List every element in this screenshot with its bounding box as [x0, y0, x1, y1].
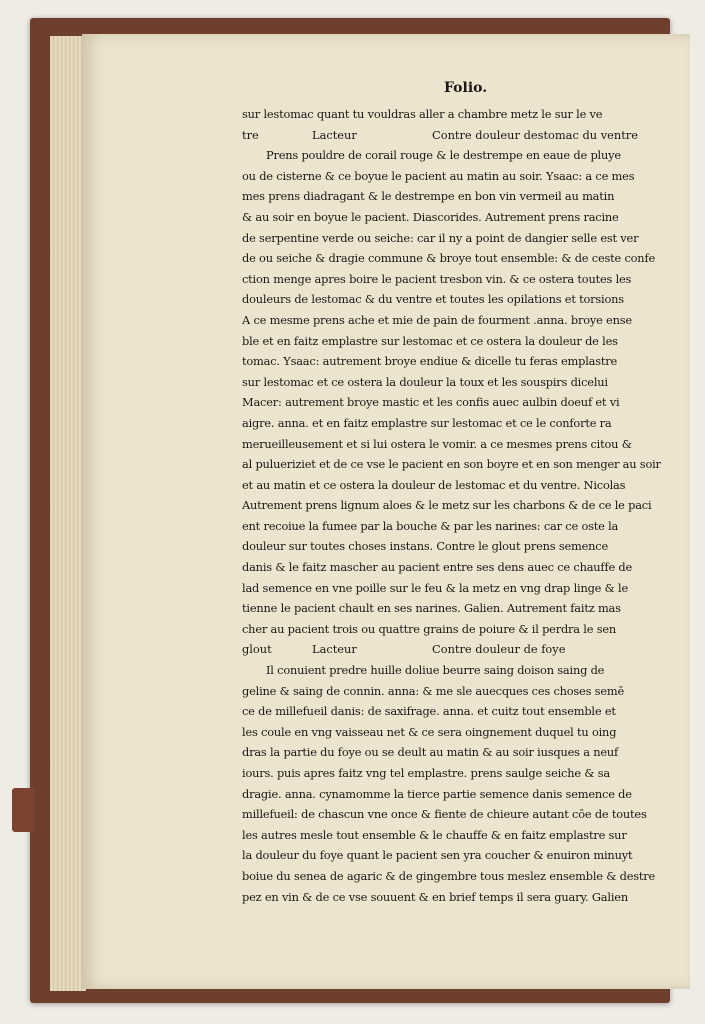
text-line: boiue du senea de agaric & de gingembre tous meslez ensemble & destre	[242, 868, 656, 883]
text-line: dragie. anna. cynamomme la tierce partie semence danis semence de	[242, 786, 632, 801]
text-line: tomac. Ysaac: autrement broye endiue & dicelle tu feras emplastre	[242, 354, 618, 369]
text-line: les coule en vng vaisseau net & ce sera oingnement duquel tu oing	[242, 724, 617, 739]
text-line: de ou seiche & dragie commune & broye tout ensemble: & de ceste confe	[242, 251, 655, 266]
text-line: Autrement prens lignum aloes & le metz sur les charbons & de ce le paci	[242, 498, 652, 513]
text-line: geline & saing de connin. anna: & me sle auecques ces choses semē	[242, 683, 624, 698]
text-line: ble et en faitz emplastre sur lestomac et ce ostera la douleur de les	[242, 333, 618, 348]
text-line: pez en vin & de ce vse souuent & en brief temps il sera guary. Galien	[242, 889, 628, 904]
text-line: merueilleusement et si lui ostera le vomir. a ce mesmes prens citou &	[242, 436, 632, 451]
text-line: mes prens diadragant & le destrempe en bon vin vermeil au matin	[242, 189, 615, 204]
text-line: dras la partie du foye ou se deult au matin & au soir iusques a neuf	[242, 745, 619, 760]
text-line: Prens pouldre de corail rouge & le destrempe en eaue de pluye	[266, 148, 621, 163]
text-line: lad semence en vne poille sur le feu & la metz en vng drap linge & le	[242, 580, 628, 595]
text-line: danis & le faitz mascher au pacient entre ses dens auec ce chauffe de	[242, 560, 633, 575]
text-line: aigre. anna. et en faitz emplastre sur lestomac et ce le conforte ra	[242, 415, 612, 430]
heading-title: Contre douleur de foye	[432, 642, 566, 657]
folio-label: Folio.	[444, 80, 488, 96]
cover-tab	[12, 788, 34, 832]
text-line: & au soir en boyue le pacient. Diascorides. Autrement prens racine	[242, 209, 619, 224]
heading-left: tre	[242, 127, 259, 142]
text-line: les autres mesle tout ensemble & le chauffe & en faitz emplastre sur	[242, 827, 627, 842]
text-line: Il conuient predre huille doliue beurre saing doison saing de	[266, 663, 605, 678]
text-line: al pulueriziet et de ce vse le pacient en son boyre et en son menger au soir	[242, 457, 661, 472]
page-edges	[50, 36, 86, 991]
text-line: tienne le pacient chault en ses narines. Galien. Autrement faitz mas	[242, 601, 621, 616]
text-line: sur lestomac et ce ostera la douleur la toux et les souspirs dicelui	[242, 374, 608, 389]
text-line: de serpentine verde ou seiche: car il ny a point de dangier selle est ver	[242, 230, 639, 245]
text-line: iours. puis apres faitz vng tel emplastre. prens saulge seiche & sa	[242, 766, 610, 780]
text-line: la douleur du foye quant le pacient sen yra coucher & enuiron minuyt	[242, 848, 633, 863]
text-line: Macer: autrement broye mastic et les confis auec aulbin doeuf et vi	[242, 395, 620, 410]
text-line: ce de millefueil danis: de saxifrage. anna. et cuitz tout ensemble et	[242, 704, 616, 719]
text-line: ou de cisterne & ce boyue le pacient au matin au soir. Ysaac: a ce mes	[242, 168, 635, 183]
text-block	[242, 82, 688, 907]
text-line: millefueil: de chascun vne once & fiente de chieure autant cōe de toutes	[242, 807, 647, 822]
text-line: douleurs de lestomac & du ventre et toutes les opilations et torsions	[242, 292, 624, 307]
text-line: sur lestomac quant tu vouldras aller a chambre metz le sur le ve	[242, 107, 603, 121]
text-line: douleur sur toutes choses instans. Contre le glout prens semence	[242, 539, 609, 554]
section-heading-liver	[242, 639, 688, 660]
text-line: et au matin et ce ostera la douleur de lestomac et du ventre. Nicolas	[242, 477, 626, 492]
heading-author: Lacteur	[312, 127, 357, 142]
section-heading-stomach	[242, 125, 688, 146]
text-line: A ce mesme prens ache et mie de pain de fourment .anna. broye ense	[242, 312, 632, 327]
heading-title: Contre douleur destomac du ventre	[432, 127, 638, 142]
heading-left: glout	[242, 642, 272, 657]
text-line: ction menge apres boire le pacient tresbon vin. & ce ostera toutes les	[242, 271, 632, 286]
text-line: ent recoiue la fumee par la bouche & par les narines: car ce oste la	[242, 518, 619, 533]
heading-author: Lacteur	[312, 642, 357, 657]
text-line: cher au pacient trois ou quattre grains de poiure & il perdra le sen	[242, 621, 617, 636]
